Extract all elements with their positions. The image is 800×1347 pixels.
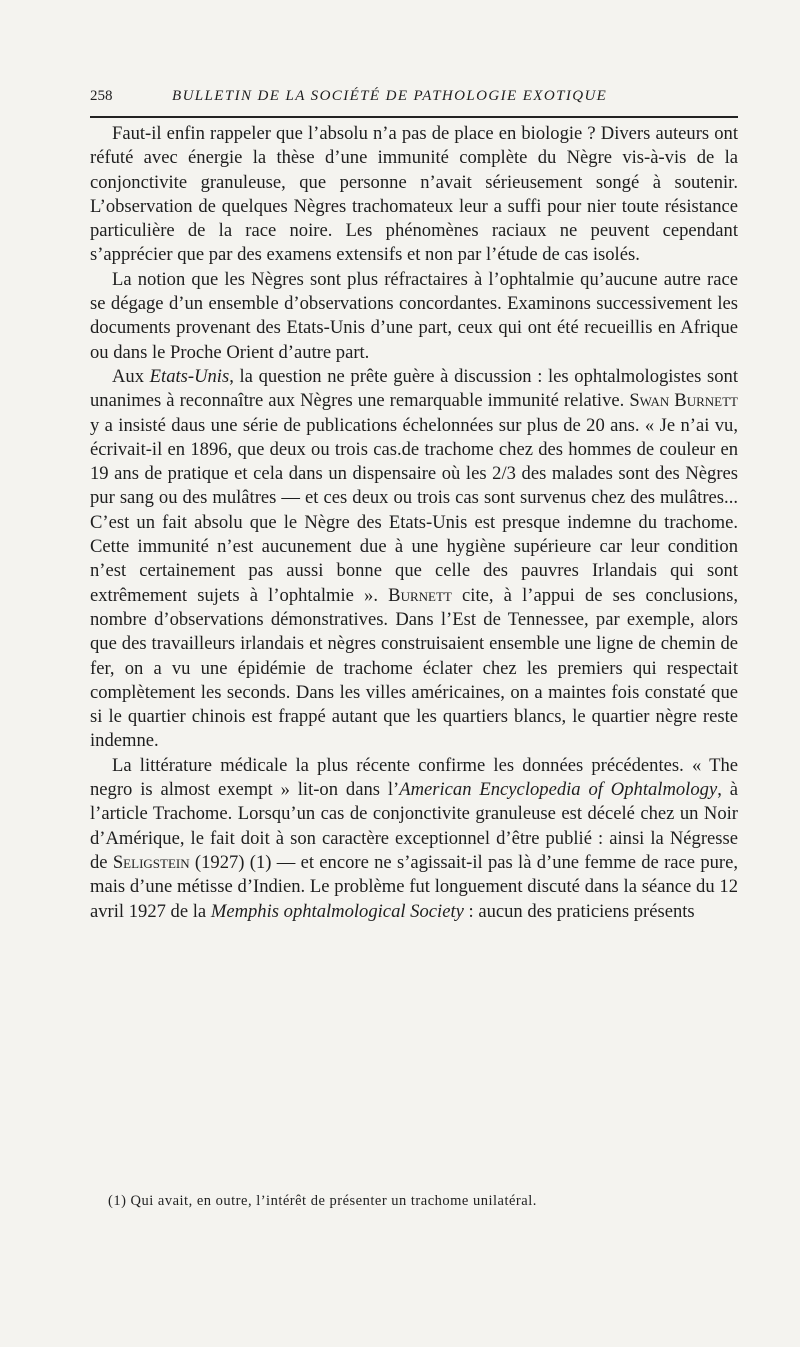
paragraph-4-text-d: : aucun des praticiens présents <box>463 900 695 922</box>
place-name-italic: Etats-Unis <box>149 365 230 387</box>
article-body <box>90 122 738 924</box>
paragraph-3-text-pre: Aux <box>112 365 150 387</box>
publication-title: American Encyclopedia of Ophtalmology <box>399 779 718 801</box>
paragraph-4 <box>90 754 738 924</box>
author-name: Swan Burnett <box>629 390 738 412</box>
society-name: Memphis ophtalmological Society <box>210 900 464 922</box>
paragraph-3-text-c: cite, à l’appui de ses conclusions, nombre d’observations démonstratives. Dans l’Est de Tennessee, par exemple, alors que des travailleurs irlandais et nègres construisaient ensemble une ligne de chemin de fer, on a vu une épidémie de trachome éclater chez les premiers qui respectait complètement les seconds. Dans les villes américaines, on a maintes fois constaté que si le quartier chinois est frappé autant que les quartiers blancs, le quartier nègre reste indemne. <box>90 584 738 752</box>
paragraph-1: Faut-il enfin rappeler que l’absolu n’a pas de place en biologie ? Divers auteurs ont réfuté avec énergie la thèse d’une immunité complète du Nègre vis-à-vis de la conjonctivite granuleuse, que personne n’avait sérieusement songé à soutenir. L’observation de quelques Nègres trachomateux leur a suffi pour nier toute résistance particulière de la race noire. Les phénomènes raciaux ne peuvent cependant s’apprécier que par des examens extensifs et non par l’étude de cas isolés. <box>90 123 738 266</box>
running-header <box>90 88 738 110</box>
page <box>90 88 738 924</box>
author-name: Seligstein <box>112 851 190 873</box>
footnote: (1) Qui avait, en outre, l’intérêt de présenter un trachome unilatéral. <box>108 1193 537 1209</box>
author-name: Burnett <box>388 584 452 606</box>
paragraph-3 <box>90 365 738 754</box>
paragraph-4-text-c: (1927) (1) — et encore ne s’agissait-il pas là d’une femme de race pure, mais d’une métisse d’Indien. Le problème fut longuement discuté dans la séance du 12 avril 1927 de la <box>90 851 739 922</box>
paragraph-3-text-b: y a insisté daus une série de publications échelonnées sur plus de 20 ans. « Je n’ai vu, écrivait-il en 1896, que deux ou trois cas.de trachome chez des hommes de couleur en 19 ans de pratique et cela dans un dispensaire où les 2/3 des malades sont des Nègres pur sang ou des mulâtres — et ces deux ou trois cas sont survenus chez des mulâtres... C’est un fait absolu que le Nègre des Etats-Unis est presque indemne du trachome. Cette immunité n’est aucunement due à une hygiène supérieure car leur condition n’est certainement pas aussi bonne que celle des pauvres Irlandais qui sont extrêmement sujets à l’ophtalmie ». <box>90 414 738 606</box>
paragraph-2: La notion que les Nègres sont plus réfractaires à l’ophtalmie qu’aucune autre race se dégage d’un ensemble d’observations concordantes. Examinons successivement les documents provenant des Etats-Unis d’une part, ceux qui ont été recueillis en Afrique ou dans le Proche Orient d’autre part. <box>90 268 738 363</box>
paragraph-3-text-a: , la question ne prête guère à discussion : les ophtalmologistes sont unanimes à reconnaître aux Nègres une remarquable immunité relative. <box>90 365 738 412</box>
paragraph-4-text-a: La littérature médicale la plus récente confirme les données précédentes. « The negro is almost exempt » lit-on dans l’ <box>90 754 738 801</box>
paragraph-4-text-b: , à l’article Trachome. Lorsqu’un cas de conjonctivite granuleuse est décelé chez un Noir d’Amérique, le fait doit à son caractère exceptionnel d’être publié : ainsi la Négresse de <box>90 779 738 873</box>
header-rule <box>90 116 738 118</box>
running-title: BULLETIN DE LA SOCIÉTÉ DE PATHOLOGIE EXOTIQUE <box>172 88 608 104</box>
page-number: 258 <box>90 88 113 104</box>
